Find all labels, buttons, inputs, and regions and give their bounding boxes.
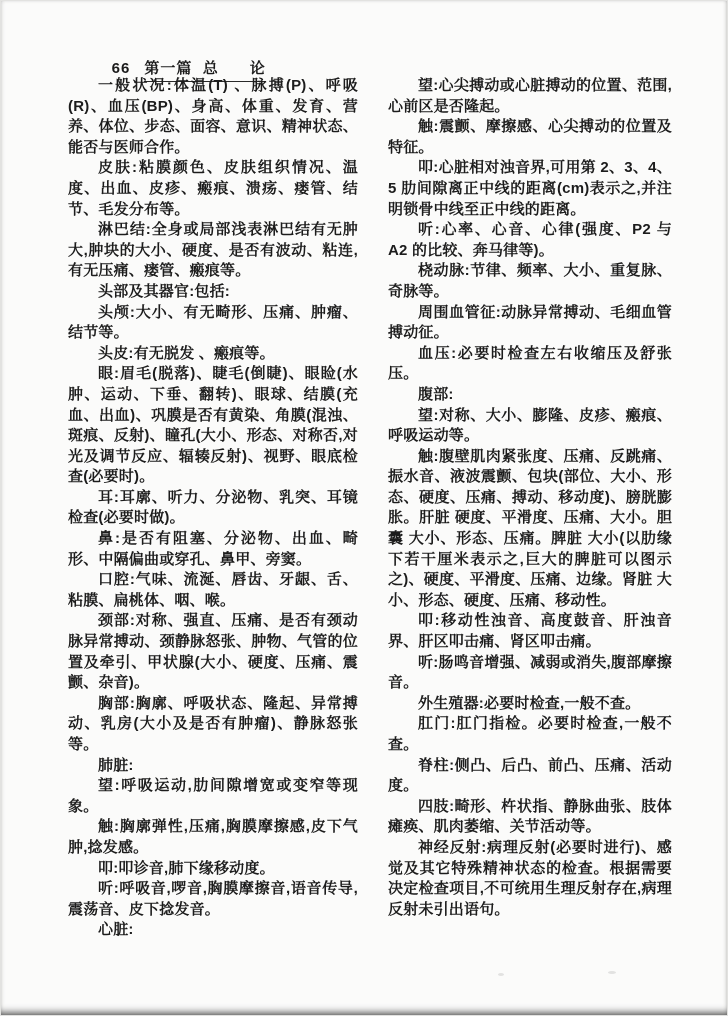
paragraph: 脊柱:侧凸、后凸、前凸、压痛、活动度。: [388, 756, 672, 795]
paragraph: 耳:耳廓、听力、分泌物、乳突、耳镜检查(必要时做)。: [68, 488, 358, 527]
paragraph: 望:心尖搏动或心脏搏动的位置、范围,心前区是否隆起。: [388, 77, 672, 115]
paragraph: 颈部:对称、强直、压痛、是否有颈动脉异常搏动、颈静脉怒张、肿物、气管的位置及牵引、甲状腺(大小、硬度、压痛、震颤、杂音)。: [68, 612, 358, 692]
paragraph: 叩:叩诊音,肺下缘移动度。: [98, 859, 275, 877]
paragraph: 心脏:: [98, 921, 134, 939]
paragraph: 桡动脉:节律、频率、大小、重复脉、奇脉等。: [388, 262, 672, 300]
paragraph: 头部及其器官:包括:: [98, 282, 230, 300]
paragraph: 神经反射:病理反射(必要时进行)、感觉及其它特殊精神状态的检查。根据需要决定检查项目,不可统用生理反射存在,病理反射未引出语句。: [388, 838, 672, 918]
paragraph: 胸部:胸廓、呼吸状态、隆起、异常搏动、乳房(大小及是否有肿瘤)、静脉怒张等。: [68, 694, 358, 753]
paragraph: 腹部:: [418, 385, 454, 403]
paragraph: 触:震颤、摩擦感、心尖搏动的位置及特征。: [388, 118, 672, 156]
text-columns: [68, 76, 672, 941]
paragraph: 听:呼吸音,啰音,胸膜摩擦音,语音传导,震荡音、皮下捻发音。: [68, 880, 358, 918]
paragraph: 外生殖器:必要时检查,一般不查。: [418, 694, 641, 712]
paragraph: 肛门:肛门指检。必要时检查,一般不查。: [388, 715, 672, 753]
paragraph: 口腔:气味、流涎、唇齿、牙龈、舌、粘膜、扁桃体、咽、喉。: [68, 571, 358, 609]
paragraph: 鼻:是否有阻塞、分泌物、出血、畸形、中隔偏曲或穿孔、鼻甲、旁窦。: [68, 530, 358, 568]
paragraph: 周围血管征:动脉异常搏动、毛细血管搏动征。: [388, 303, 672, 342]
paragraph: 望:对称、大小、膨隆、皮疹、瘢痕、呼吸运动等。: [388, 406, 672, 445]
paragraph: 眼:眉毛(脱落)、睫毛(倒睫)、眼睑(水肿、运动、下垂、翻转)、眼球、结膜(充血、出血)、巩膜是否有黄染、角膜(混浊、斑痕、反射)、瞳孔(大小、形态、对称否,对光及调节反应、辐辏反射)、视野、眼底检查(必要时)。: [68, 365, 358, 486]
paragraph: 四肢:畸形、杵状指、静脉曲张、肢体瘫痪、肌肉萎缩、关节活动等。: [388, 797, 672, 836]
paragraph: 触:胸廓弹性,压痛,胸膜摩擦感,皮下气肿,捻发感。: [68, 818, 358, 856]
paragraph: 叩:移动性浊音、高度鼓音、肝浊音界、肝区叩击痛、肾区叩击痛。: [388, 612, 672, 651]
paragraph: 血压:必要时检查左右收缩压及舒张压。: [388, 344, 672, 383]
paragraph: 皮肤:粘膜颜色、皮肤组织情况、温度、出血、皮疹、瘢痕、溃疡、瘘管、结节、毛发分布等。: [68, 159, 358, 218]
paragraph: 淋巴结:全身或局部浅表淋巴结有无肿大,肿块的大小、硬度、是否有波动、粘连,有无压痛、瘘管、瘢痕等。: [68, 221, 358, 280]
paragraph: 触:腹壁肌肉紧张度、压痛、反跳痛、振水音、液波震颤、包块(部位、大小、形态、硬度、压痛、搏动、移动度)、膀胱膨胀。肝脏 硬度、平滑度、压痛、大小。胆囊 大小、形态、压痛。脾脏 大小(以肋缘下若干厘米表示之,巨大的脾脏可以图示之)、硬度、平滑度、压痛、边缘。肾脏 大小、形态、硬度、压痛、移动性。: [388, 447, 672, 609]
left-column: [68, 76, 358, 941]
scan-smudge: [498, 973, 504, 976]
right-column: [388, 76, 672, 941]
scan-smudge: [608, 971, 616, 974]
paragraph: 肺脏:: [98, 756, 134, 774]
paragraph: 听:肠鸣音增强、减弱或消失,腹部摩擦音。: [388, 653, 672, 692]
paragraph: 一般状况:体温(T) 、脉搏(P)、呼吸(R)、血压(BP)、身高、体重、发育、营养、体位、步态、面容、意识、精神状态、能否与医师合作。: [68, 77, 358, 156]
chapter-title: 第一篇 总 论: [144, 57, 265, 82]
page-number: 66: [111, 60, 131, 77]
paragraph: 头颅:大小、有无畸形、压痛、肿瘤、结节等。: [68, 303, 358, 342]
paragraph: 叩:心脏相对浊音界,可用第 2、3、4、5 肋间隙离正中线的距离(cm)表示之,并注明锁骨中线至正中线的距离。: [388, 159, 672, 218]
paragraph: 望:呼吸运动,肋间隙增宽或变窄等现象。: [68, 777, 358, 815]
paragraph: 头皮:有无脱发 、瘢痕等。: [98, 344, 275, 362]
paragraph: 听:心率、心音、心律(强度、P2 与 A2 的比较、奔马律等)。: [388, 221, 672, 259]
